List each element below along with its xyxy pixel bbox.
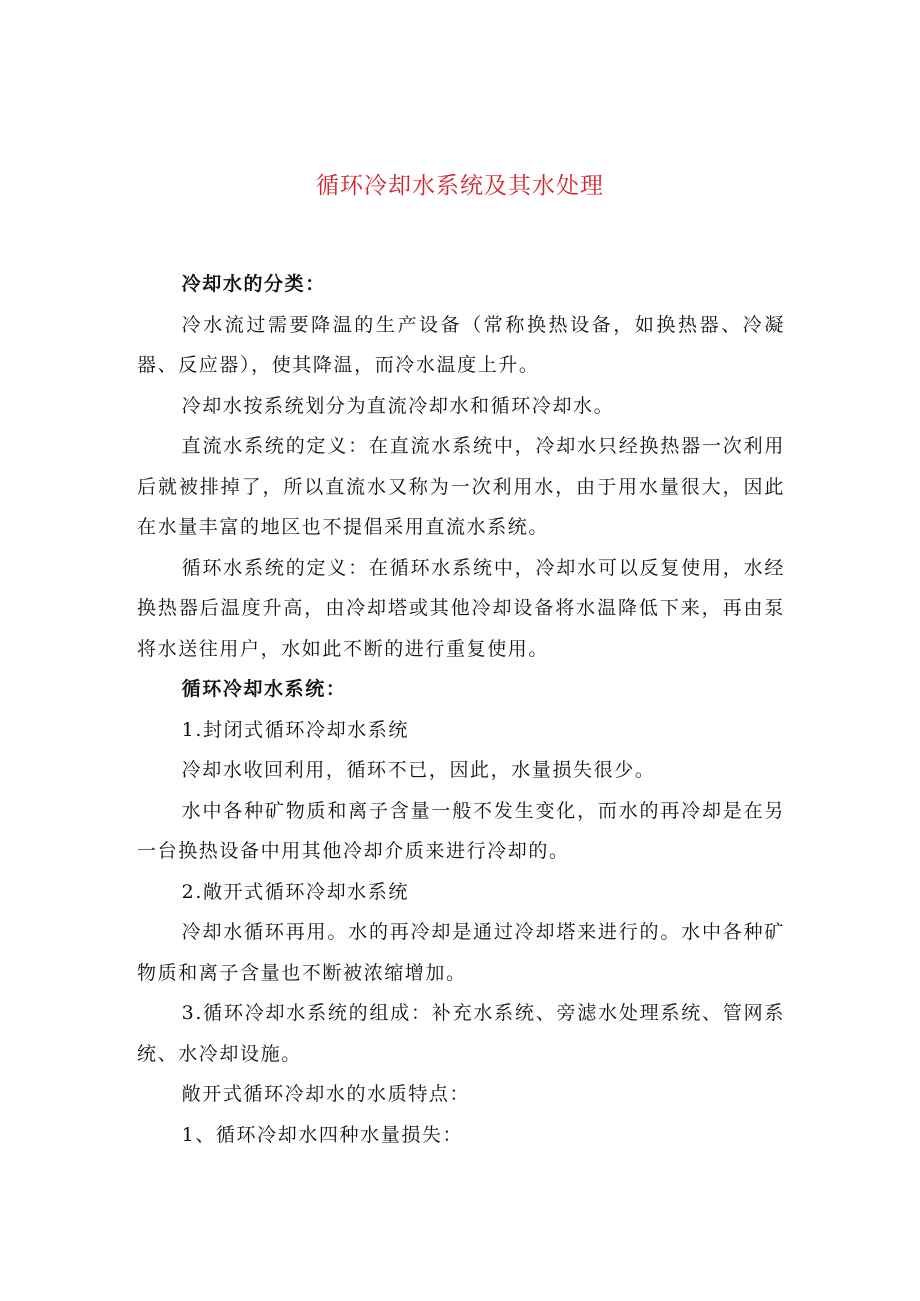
list-item-heading: 2.敞开式循环冷却水系统 [181,880,409,903]
section-heading-circulating-system: 循环冷却水系统： [181,678,347,700]
list-item-heading: 1.封闭式循环冷却水系统 [181,718,409,741]
document-title: 循环冷却水系统及其水处理 [316,173,604,199]
document-body [137,264,785,1155]
paragraph: 冷却水按系统划分为直流冷却水和循环冷却水。 [181,394,615,417]
paragraph: 冷却水收回利用，循环不已，因此，水量损失很少。 [181,759,656,781]
paragraph: 3.循环冷却水系统的组成：补充水系统、旁滤水处理系统、管网系统、水冷却设施。 [137,1002,785,1065]
paragraph: 直流水系统的定义：在直流水系统中，冷却水只经换热器一次利用后就被排掉了，所以直流水又称为一次利用水，由于用水量很大，因此在水量丰富的地区也不提倡采用直流水系统。 [137,435,785,538]
paragraph: 敞开式循环冷却水的水质特点： [181,1083,471,1105]
list-item-heading: 1、循环冷却水四种水量损失： [181,1123,464,1146]
section-heading-classification: 冷却水的分类： [181,273,326,295]
paragraph: 冷水流过需要降温的生产设备（常称换热设备，如换热器、冷凝器、反应器），使其降温，而冷水温度上升。 [137,313,785,376]
paragraph: 循环水系统的定义：在循环水系统中，冷却水可以反复使用，水经换热器后温度升高，由冷却塔或其他冷却设备将水温降低下来，再由泵将水送往用户，水如此不断的进行重复使用。 [137,556,785,660]
paragraph: 水中各种矿物质和离子含量一般不发生变化，而水的再冷却是在另一台换热设备中用其他冷却介质来进行冷却的。 [137,799,785,862]
paragraph: 冷却水循环再用。水的再冷却是通过冷却塔来进行的。水中各种矿物质和离子含量也不断被浓缩增加。 [137,921,785,984]
